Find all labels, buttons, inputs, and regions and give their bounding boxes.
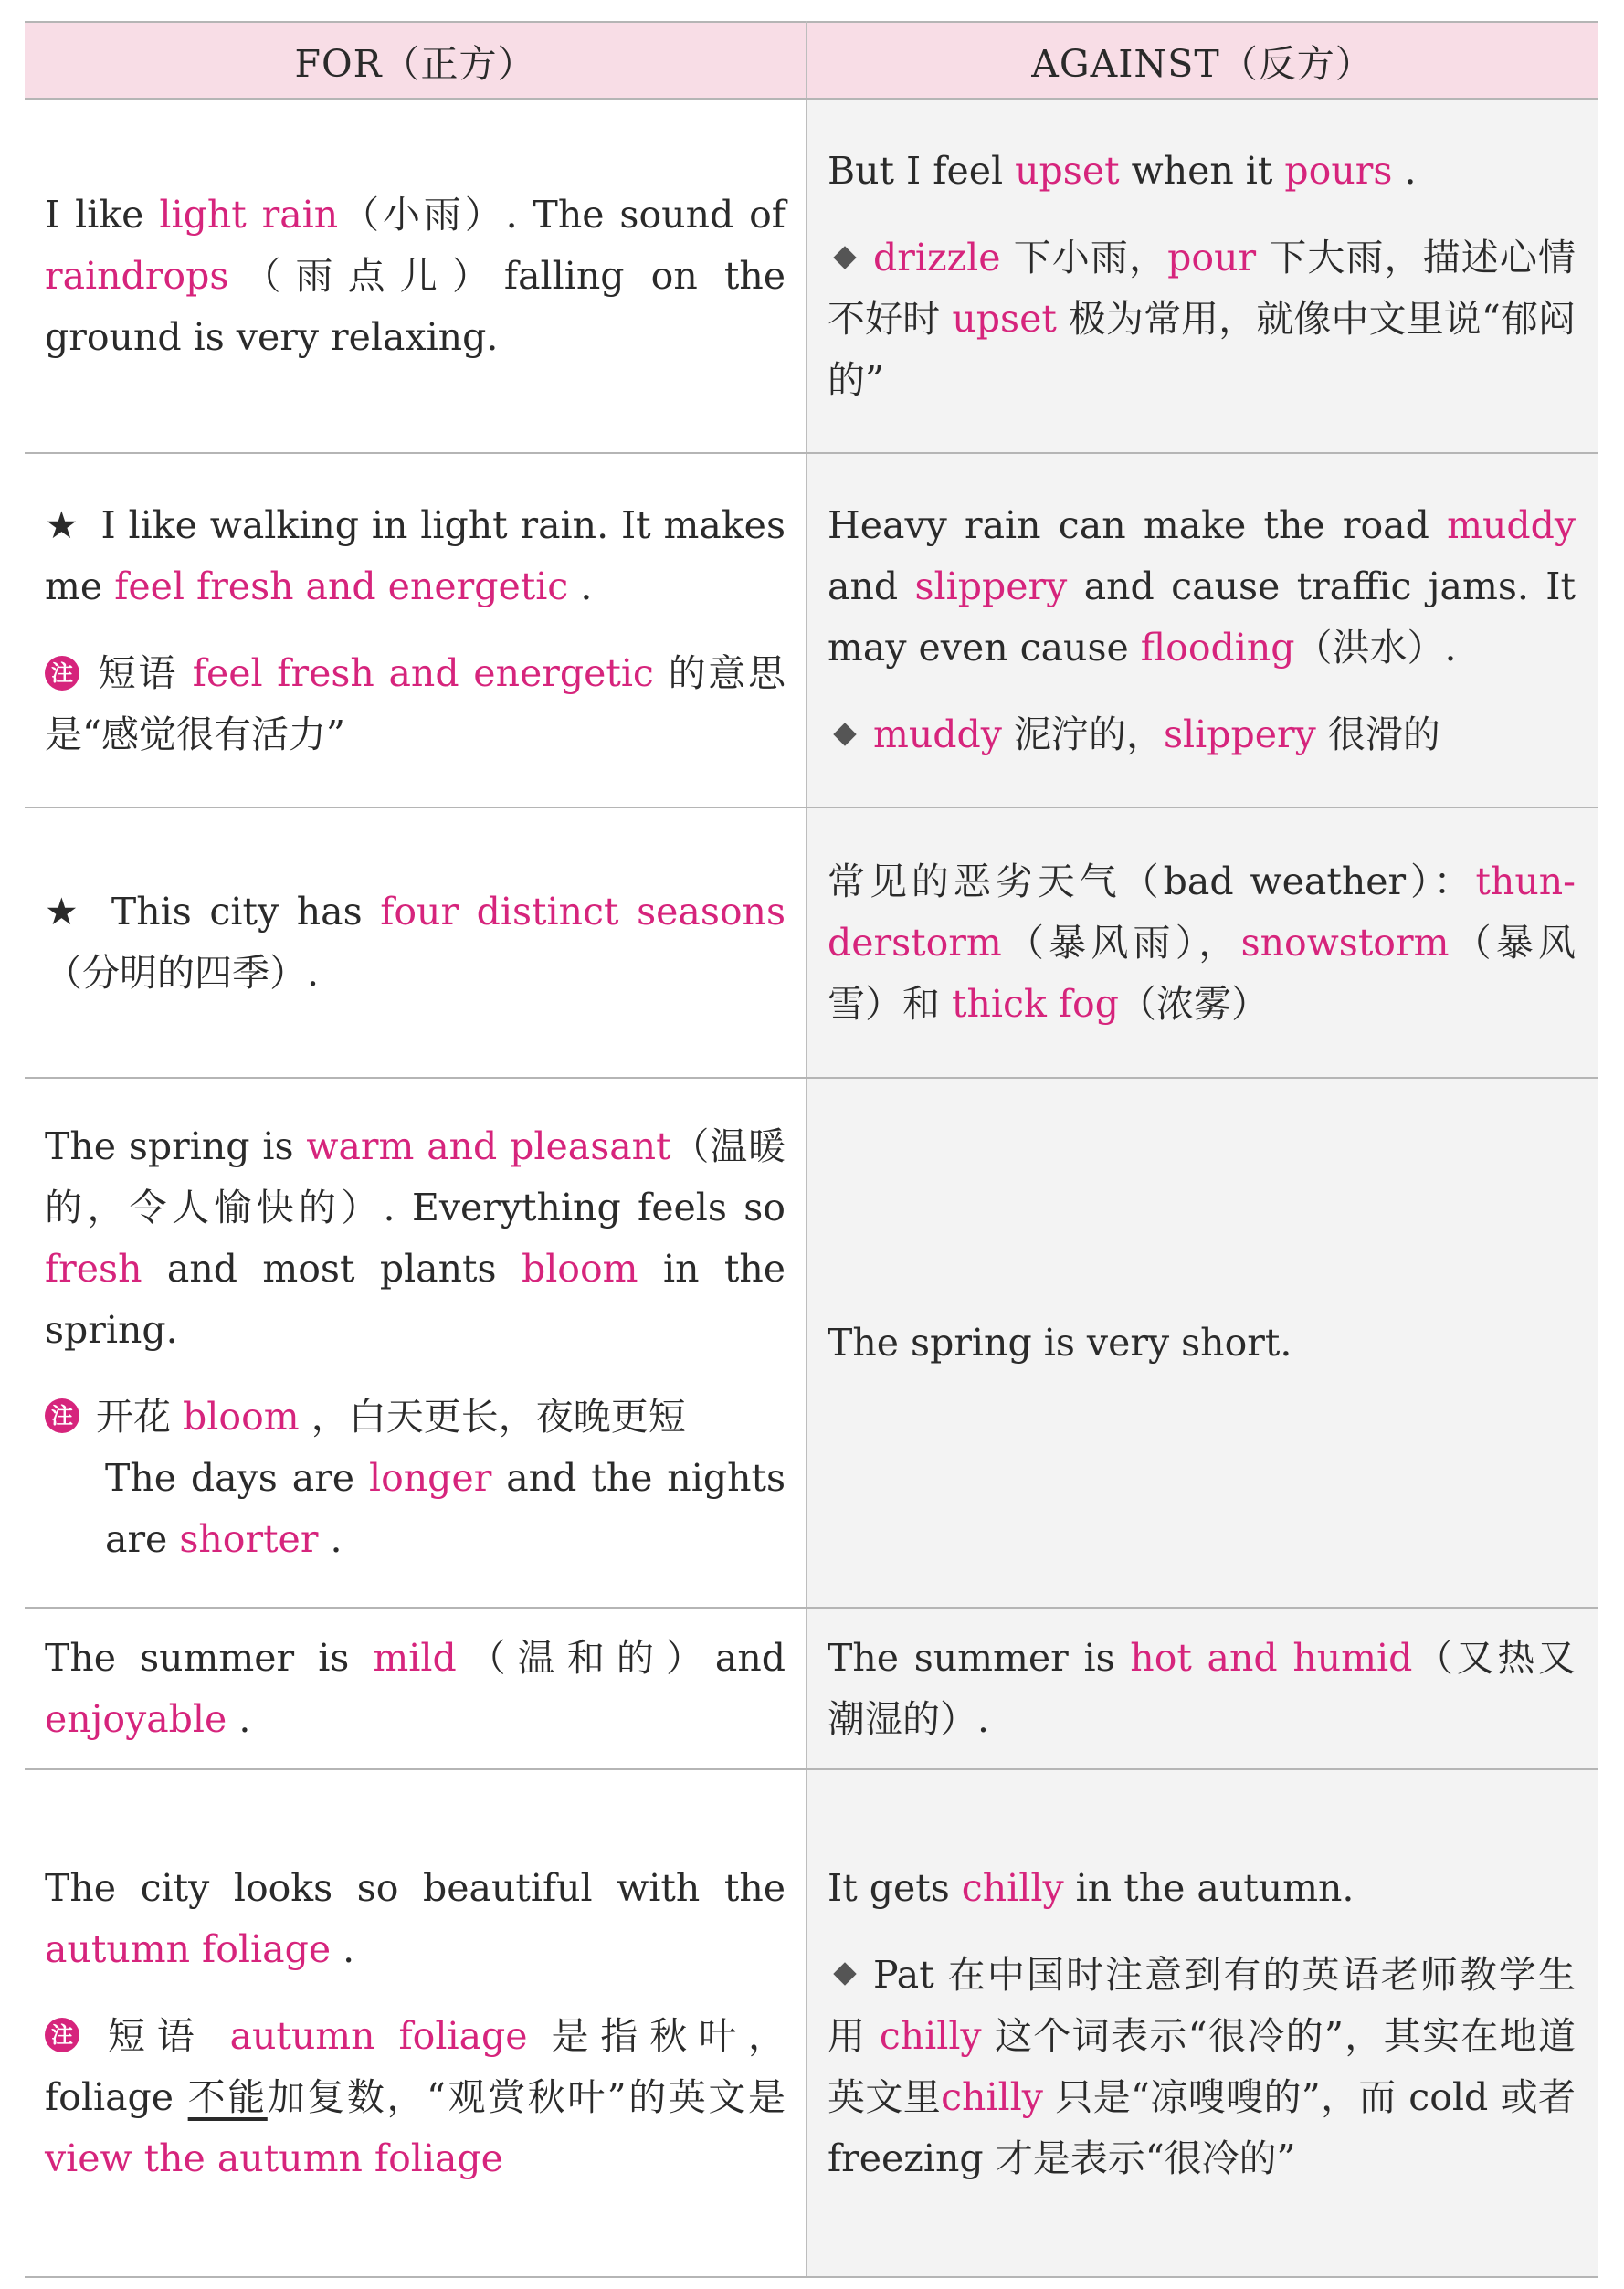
- for-note: 注 短语 autumn foliage 是指秋叶，foliage 不能加复数，“观赏秋叶”的英文是 view the autumn foliage: [45, 2013, 786, 2180]
- for-cell: [25, 1078, 807, 1608]
- against-text: The summer is hot and humid（又热又潮湿的）.: [828, 1635, 1577, 1741]
- table-row: [25, 1608, 1598, 1769]
- diamond-icon: [833, 1962, 856, 1985]
- table-row: [25, 807, 1598, 1078]
- note-icon: 注: [45, 1398, 79, 1433]
- for-header: FOR（正方）: [25, 22, 807, 99]
- against-text: The spring is very short.: [828, 1320, 1292, 1365]
- against-cell: [807, 1608, 1598, 1769]
- star-icon: ★: [45, 890, 85, 934]
- star-icon: ★: [45, 503, 79, 547]
- against-note: drizzle 下小雨，pour 下大雨，描述心情不好时 upset 极为常用，就像中文里说“郁闷的”: [828, 236, 1576, 402]
- for-note: 注 开花 bloom ，白天更长，夜晚更短: [45, 1387, 786, 1448]
- against-cell: [807, 1078, 1598, 1608]
- against-text: But I feel upset when it pours .: [828, 149, 1417, 193]
- note-icon: 注: [45, 2018, 79, 2052]
- debate-table: [25, 21, 1598, 2278]
- for-cell: [25, 1769, 807, 2277]
- table-row: [25, 453, 1598, 807]
- against-text: Heavy rain can make the road muddy and slippery and cause traffic jams. It may even cause flooding（洪水）.: [828, 503, 1576, 670]
- for-text: The summer is mild（温和的）and enjoyable .: [45, 1635, 786, 1741]
- against-cell: [807, 99, 1598, 453]
- against-note: muddy 泥泞的，slippery 很滑的: [828, 704, 1576, 765]
- against-text: 常见的恶劣天气（bad weather）：thun-derstorm（暴风雨），snowstorm（暴风雪）和 thick fog（浓雾）: [828, 859, 1577, 1026]
- diamond-icon: [833, 723, 856, 745]
- against-text: It gets chilly in the autumn.: [828, 1865, 1355, 1910]
- diamond-icon: [833, 246, 856, 269]
- for-text: ★ This city has four distinct seasons（分明的四季）.: [45, 890, 786, 995]
- against-cell: [807, 1769, 1598, 2277]
- for-cell: [25, 807, 807, 1078]
- for-note-example: The days are longer and the nights are shorter .: [105, 1455, 786, 1561]
- note-icon: 注: [45, 656, 79, 691]
- for-cell: [25, 1608, 807, 1769]
- for-text: The spring is warm and pleasant（温暖的，令人愉快的）. Everything feels so fresh and most plants bloom in the spring.: [45, 1123, 786, 1352]
- header-row: [25, 22, 1598, 99]
- for-cell: [25, 453, 807, 807]
- for-text: I like light rain（小雨）. The sound of raindrops（雨点儿）falling on the ground is very relaxing.: [45, 192, 786, 359]
- against-header: AGAINST（反方）: [807, 22, 1598, 99]
- for-cell: [25, 99, 807, 453]
- for-text: The city looks so beautiful with the autumn foliage .: [45, 1865, 786, 1971]
- against-cell: [807, 807, 1598, 1078]
- table-row: [25, 1769, 1598, 2277]
- table-row: [25, 1078, 1598, 1608]
- against-cell: [807, 453, 1598, 807]
- table-row: [25, 99, 1598, 453]
- for-text: ★ I like walking in light rain. It makes me feel fresh and energetic .: [45, 503, 786, 608]
- for-note: 注 短语 feel fresh and energetic 的意思是“感觉很有活力”: [45, 651, 786, 756]
- against-note: Pat 在中国时注意到有的英语老师教学生用 chilly 这个词表示“很冷的”，其实在地道英文里chilly 只是“凉嗖嗖的”，而 cold 或者 freezing 才是表示“很冷的”: [828, 1952, 1576, 2180]
